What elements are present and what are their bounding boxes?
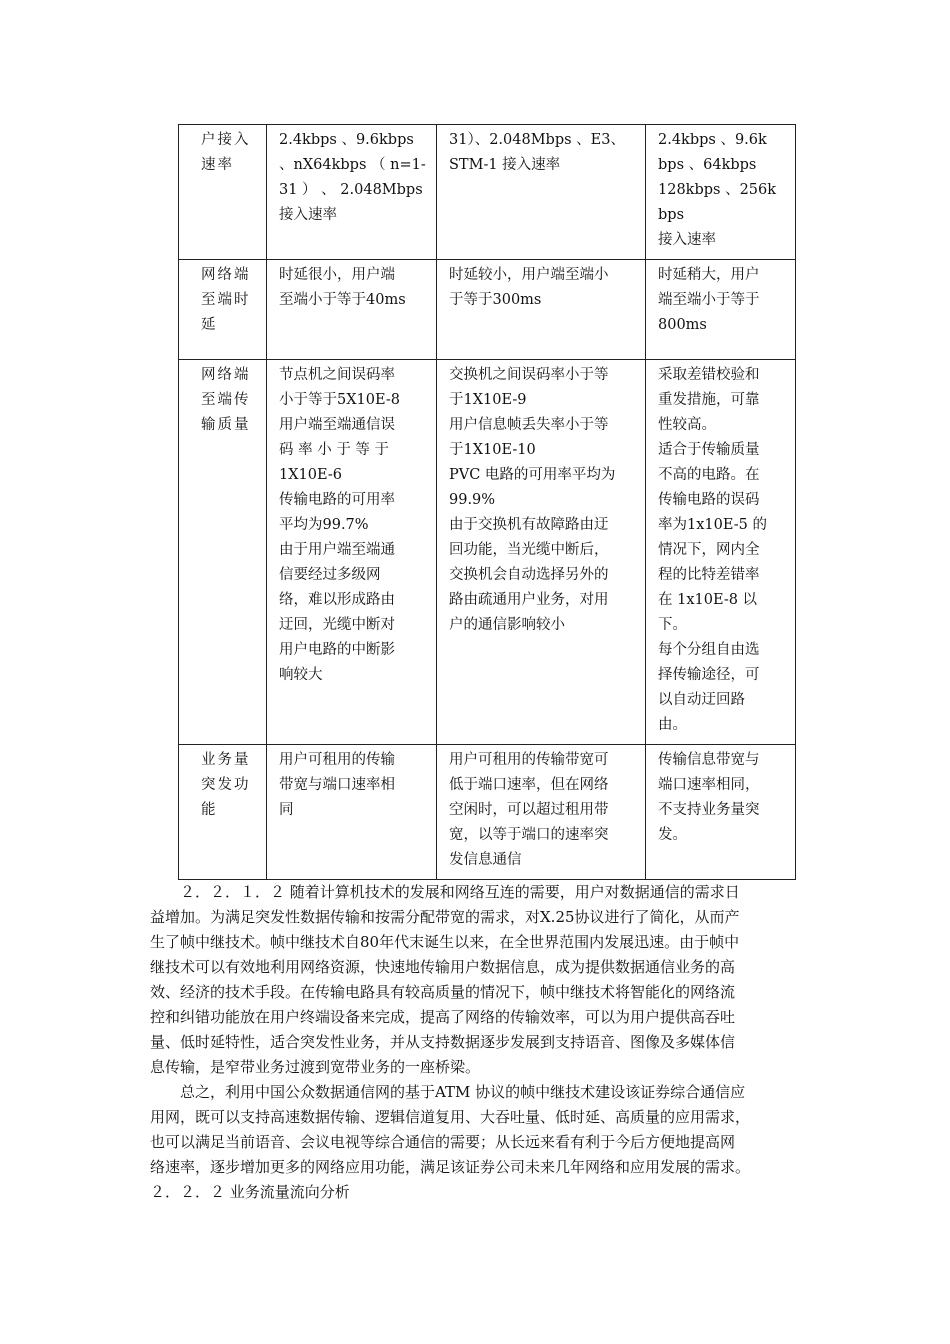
table-row-burst — [179, 745, 796, 880]
row-header-quality: 网络端 至端传 输质量 — [179, 360, 267, 745]
table-row-quality — [179, 360, 796, 745]
row-header-burst: 业务量 突发功 能 — [179, 745, 267, 880]
cell-quality-fr: 交换机之间误码率小于等 于1X10E-9 用户信息帧丢失率小于等 于1X10E-10 PVC 电路的可用率平均为 99.9% 由于交换机有故障路由迂 回功能，当光缆中断后， 交换机会自动选择另外的 路由疏通用户业务，对用 户的通信影响较小 — [437, 360, 646, 745]
cell-access-rate-x25: 2.4kbps 、9.6k bps 、64kbps 128kbps 、256k bps 接入速率 — [646, 125, 796, 260]
comparison-table — [178, 124, 796, 880]
cell-quality-ddn: 节点机之间误码率 小于等于5X10E-8 用户端至端通信误 码 率 小 于 等 于 1X10E-6 传输电路的可用率 平均为99.7% 由于用户端至端通 信要经过多级网 络，难以形成路由 迂回，光缆中断对 用户电路的中断影 响较大 — [267, 360, 437, 745]
cell-delay-fr: 时延较小，用户端至端小 于等于300ms — [437, 260, 646, 360]
cell-burst-x25: 传输信息带宽与 端口速率相同， 不支持业务量突 发。 — [646, 745, 796, 880]
table-row-access-rate — [179, 125, 796, 260]
cell-access-rate-ddn: 2.4kbps 、9.6kbps 、nX64kbps （ n=1- 31 ） 、 2.048Mbps 接入速率 — [267, 125, 437, 260]
row-header-delay: 网络端 至端时 延 — [179, 260, 267, 360]
table-row-delay — [179, 260, 796, 360]
paragraph-2212: ２．２．１．２ 随着计算机技术的发展和网络互连的需要，用户对数据通信的需求日 益增加。为满足突发性数据传输和按需分配带宽的需求，对X.25协议进行了简化，从而产 生了帧中继技术。帧中继技术自80年代末诞生以来，在全世界范围内发展迅速。由于帧中 继技术可以有效地利用网络资源，快速地传输用户数据信息，成为提供数据通信业务的高 效、经济的技术手段。在传输电路具有较高质量的情况下，帧中继技术将智能化的网络流 控和纠错功能放在用户终端设备来完成，提高了网络的传输效率，可以为用户提供高吞吐 量、低时延特性，适合突发性业务，并从支持数据逐步发展到支持语音、图像及多媒体信 息传输，是窄带业务过渡到宽带业务的一座桥梁。 — [150, 883, 740, 1076]
row-header-access-rate: 户接入 速率 — [179, 125, 267, 260]
cell-quality-x25: 采取差错校验和 重发措施，可靠 性较高。 适合于传输质量 不高的电路。在 传输电路的误码 率为1x10E-5 的 情况下，网内全 程的比特差错率 在 1x10E-8 以 下。 每个分组自由选 择传输途径，可 以自动迂回路 由。 — [646, 360, 796, 745]
cell-burst-ddn: 用户可租用的传输 带宽与端口速率相 同 — [267, 745, 437, 880]
cell-burst-fr: 用户可租用的传输带宽可 低于端口速率，但在网络 空闲时，可以超过租用带 宽，以等于端口的速率突 发信息通信 — [437, 745, 646, 880]
section-heading: ２．２．２ 业务流量流向分析 — [150, 1183, 350, 1201]
cell-delay-ddn: 时延很小，用户端 至端小于等于40ms — [267, 260, 437, 360]
cell-access-rate-fr: 31）、2.048Mbps 、E3、 STM-1 接入速率 — [437, 125, 646, 260]
paragraph-summary: 总之，利用中国公众数据通信网的基于ATM 协议的帧中继技术建设该证券综合通信应 用网，既可以支持高速数据传输、逻辑信道复用、大吞吐量、低时延、高质量的应用需求， 也可以满足当前语音、会议电视等综合通信的需要；从长远来看有利于今后方便地提高网 络速率，逐步增加更多的网络应用功能，满足该证券公司未来几年网络和应用发展的需求。 — [150, 1083, 751, 1176]
cell-delay-x25: 时延稍大，用户 端至端小于等于 800ms — [646, 260, 796, 360]
